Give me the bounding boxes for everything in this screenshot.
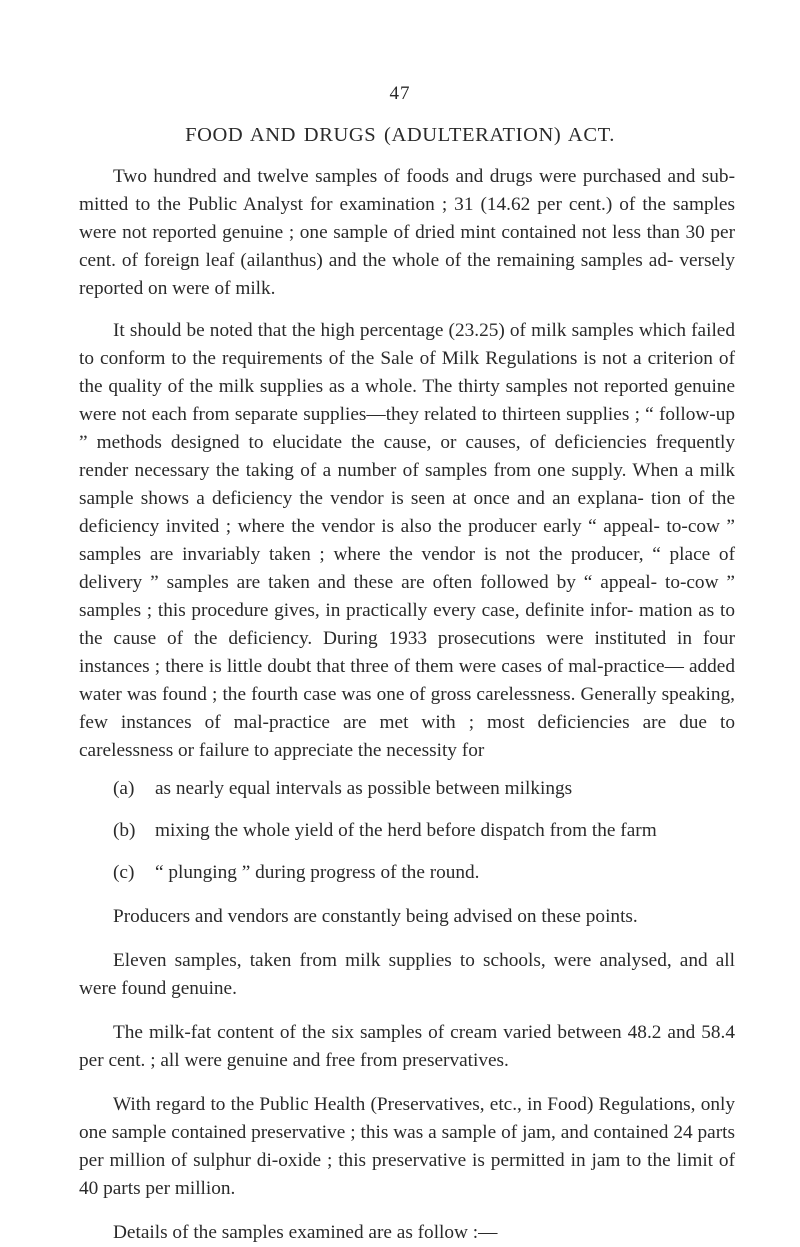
list-marker: (b) (113, 820, 136, 841)
paragraph-milk-percentage: It should be noted that the high percentage (23.25) of milk samples which failed to conform to the requirements of the Sale of Milk Regulations is not a criterion of the quality of the milk supplies as a whole. The thirty samples not reported genuine were not each from separate supplies—they related to thirteen supplies ; “ follow-up ” methods designed to elucidate the cause, or causes, of deficiencies frequently render necessary the taking of a number of samples from one supply. When a milk sample shows a deficiency the vendor is seen at once and an explana- tion of the deficiency invited ; where the vendor is also the producer early “ appeal- to-cow ” samples are invariably taken ; where the vendor is not the producer, “ place of delivery ” samples are taken and these are often followed by “ appeal- to-cow ” samples ; this procedure gives, in practically every case, definite infor- mation as to the cause of the deficiency. During 1933 prosecutions were instituted in four instances ; there is little doubt that three of them were cases of mal-practice— added water was found ; the fourth case was one of gross carelessness. Generally speaking, few instances of mal-practice are met with ; most deficiencies are due to carelessness or failure to appreciate the necessity for (79, 320, 735, 761)
document-body (79, 163, 735, 1247)
paragraph-details-intro: Details of the samples examined are as follow :— (113, 1222, 498, 1243)
paragraph-producers: Producers and vendors are constantly being advised on these points. (113, 906, 638, 927)
list-text: “ plunging ” during progress of the round. (155, 862, 480, 883)
list-text: as nearly equal intervals as possible between milkings (155, 778, 573, 799)
list-item (79, 775, 735, 803)
list-marker: (a) (113, 778, 135, 799)
paragraph-preservatives: With regard to the Public Health (Preservatives, etc., in Food) Regulations, only one sample contained preservative ; this was a sample of jam, and contained 24 parts per million of sulphur di-oxide ; this preservative is permitted in jam to the limit of 40 parts per million. (79, 1094, 735, 1199)
list-item (79, 817, 735, 845)
paragraph-samples-summary: Two hundred and twelve samples of foods and drugs were purchased and sub- mitted to the Public Analyst for examination ; 31 (14.62 per cent.) of the samples were not reported genuine ; one sample of dried mint contained not less than 30 per cent. of foreign leaf (ailanthus) and the whole of the remaining samples ad- versely reported on were of milk. (79, 166, 735, 299)
list-text: mixing the whole yield of the herd before dispatch from the farm (155, 820, 657, 841)
list-marker: (c) (113, 862, 135, 883)
paragraph-cream-samples: The milk-fat content of the six samples of cream varied between 48.2 and 58.4 per cent. ; all were genuine and free from preservatives. (79, 1022, 735, 1071)
page-number: 47 (389, 83, 411, 104)
page-title: FOOD AND DRUGS (ADULTERATION) ACT. (185, 124, 615, 146)
paragraph-school-samples: Eleven samples, taken from milk supplies to schools, were analysed, and all were found genuine. (79, 950, 735, 999)
list-item (79, 859, 735, 887)
